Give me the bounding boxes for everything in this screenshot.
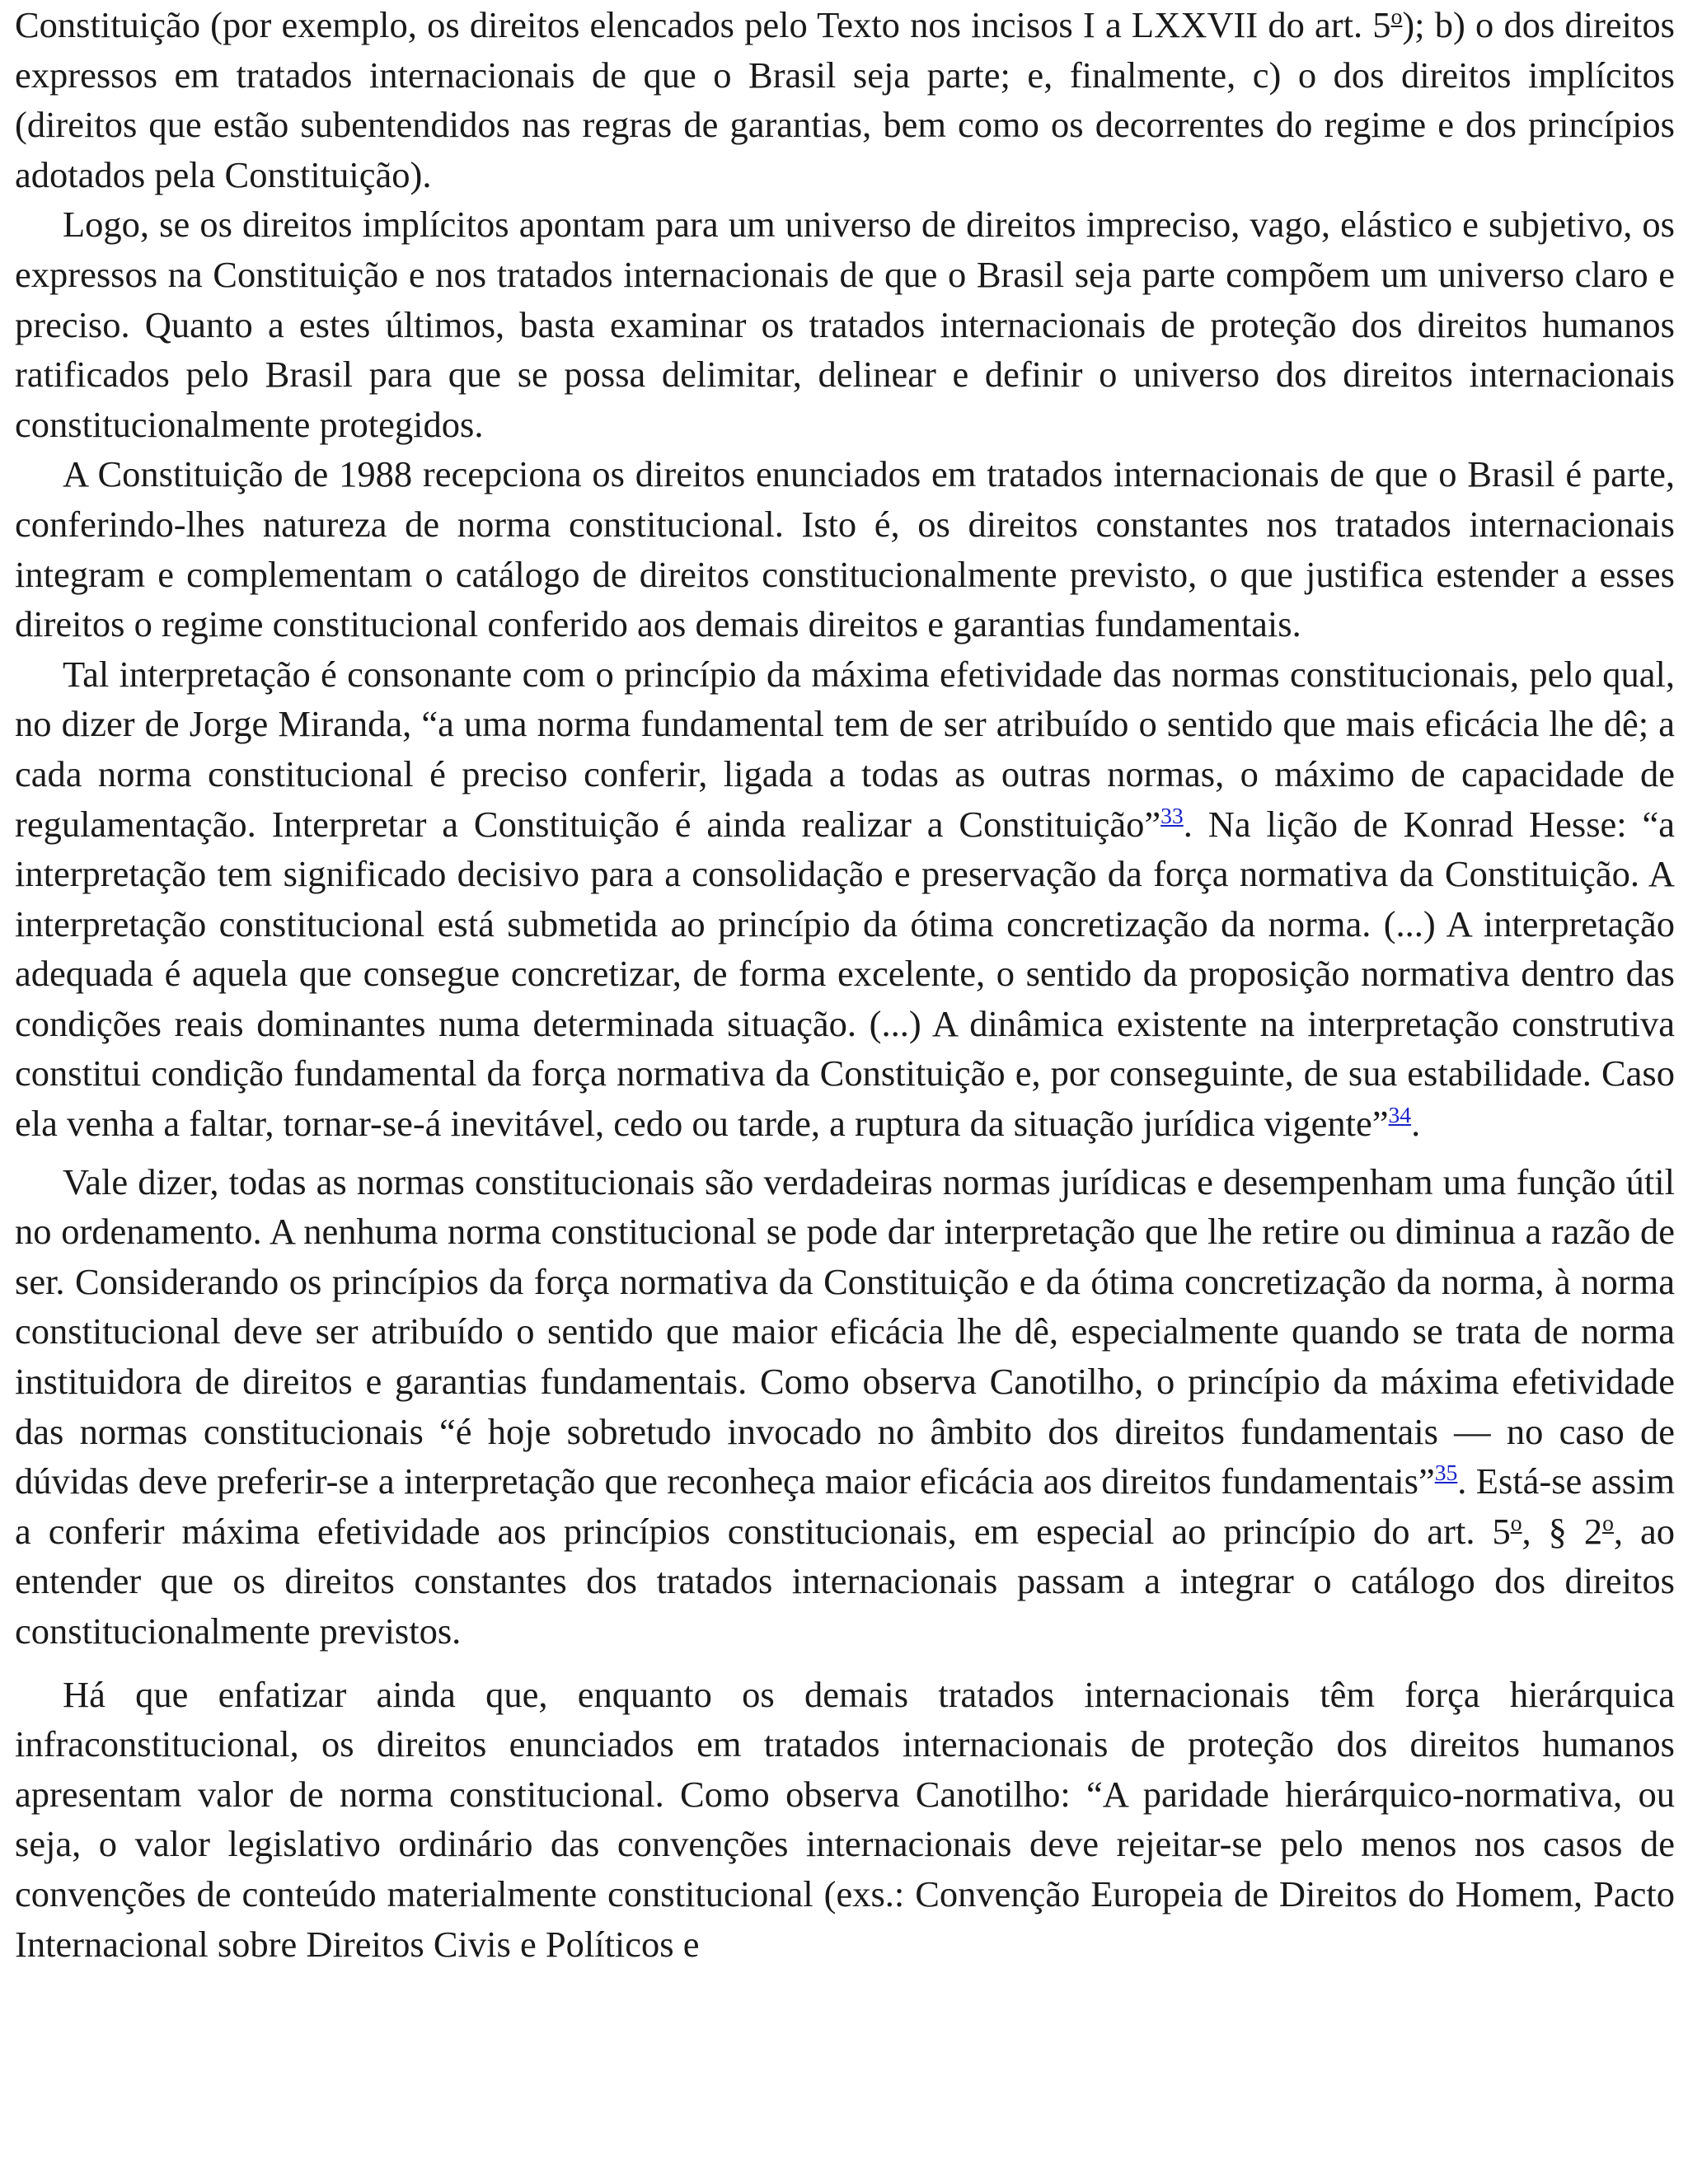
ordinal-superscript: o: [1390, 3, 1403, 30]
ordinal-superscript: o: [1510, 1509, 1522, 1535]
footnote-link-35[interactable]: 35: [1434, 1460, 1458, 1486]
paragraph-4-text-a: Tal interpretação é consonante com o princípio da máxima efetividade das normas constitucionais, pelo qual, no dizer de Jorge Miranda, “a uma norma fundamental tem de ser atribuído o sentido que mais eficácia lhe dê; a cada norma constitucional é preciso conferir, ligada a todas as outras normas, o máximo de capacidade de regulamentação. Interpretar a Constituição é ainda realizar a Constituição”: [15, 653, 1675, 845]
paragraph-3: [15, 449, 1675, 649]
paragraph-5-text-c: , § 2: [1522, 1510, 1603, 1552]
paragraph-2: [15, 199, 1675, 449]
document-page: [15, 0, 1675, 2184]
paragraph-1-text-b: ); b) o dos direitos expressos em tratados internacionais de que o Brasil seja parte; e, finalmente, c) o dos direitos implícitos (direitos que estão subentendidos nas regras de garantias, bem como os decorrentes do regime e dos princípios adotados pela Constituição).: [15, 4, 1675, 195]
paragraph-6-text: Há que enfatizar ainda que, enquanto os demais tratados internacionais têm força hierárquica infraconstitucional, os direitos enunciados em tratados internacionais de proteção dos direitos humanos apresentam valor de norma constitucional. Como observa Canotilho: “A paridade hierárquico-normativa, ou seja, o valor legislativo ordinário das convenções internacionais deve rejeitar-se pelo menos nos casos de convenções de conteúdo materialmente constitucional (exs.: Convenção Europeia de Direitos do Homem, Pacto Internacional sobre Direitos Civis e Políticos e: [15, 1673, 1675, 1965]
paragraph-2-text: Logo, se os direitos implícitos apontam para um universo de direitos impreciso, vago, elástico e subjetivo, os expressos na Constituição e nos tratados internacionais de que o Brasil seja parte compõem um universo claro e preciso. Quanto a estes últimos, basta examinar os tratados internacionais de proteção dos direitos humanos ratificados pelo Brasil para que se possa delimitar, delinear e definir o universo dos direitos internacionais constitucionalmente protegidos.: [15, 204, 1675, 445]
ordinal-superscript: o: [1602, 1509, 1614, 1535]
paragraph-5: [15, 1157, 1675, 1657]
paragraph-5-text-a: Vale dizer, todas as normas constitucionais são verdadeiras normas jurídicas e desempenham uma função útil no ordenamento. A nenhuma norma constitucional se pode dar interpretação que lhe retire ou diminua a razão de ser. Considerando os princípios da força normativa da Constituição e da ótima concretização da norma, à norma constitucional deve ser atribuído o sentido que maior eficácia lhe dê, especialmente quando se trata de norma instituidora de direitos e garantias fundamentais. Como observa Canotilho, o princípio da máxima efetividade das normas constitucionais “é hoje sobretudo invocado no âmbito dos direitos fundamentais — no caso de dúvidas deve preferir-se a interpretação que reconheça maior eficácia aos direitos fundamentais”: [15, 1160, 1675, 1502]
paragraph-5-text-d: , ao entender que os direitos constantes dos tratados internacionais passam a integrar o catálogo dos direitos constitucionalmente previstos.: [15, 1510, 1675, 1652]
paragraph-1-text-a: Constituição (por exemplo, os direitos elencados pelo Texto nos incisos I a LXXVII do art. 5: [15, 4, 1391, 45]
footnote-link-33[interactable]: 33: [1160, 802, 1184, 828]
footnote-link-34[interactable]: 34: [1388, 1102, 1412, 1128]
paragraph-4-text-c: .: [1411, 1103, 1421, 1145]
paragraph-1: [15, 0, 1675, 199]
paragraph-5-text-b: . Está-se assim a conferir máxima efetividade aos princípios constitucionais, em especial ao princípio do art. 5: [15, 1460, 1675, 1552]
paragraph-4-text-b: . Na lição de Konrad Hesse: “a interpretação tem significado decisivo para a consolidação e preservação da força normativa da Constituição. A interpretação constitucional está submetida ao princípio da ótima concretização da norma. (...) A interpretação adequada é aquela que consegue concretizar, de forma excelente, o sentido da proposição normativa dentro das condições reais dominantes numa determinada situação. (...) A dinâmica existente na interpretação construtiva constitui condição fundamental da força normativa da Constituição e, por conseguinte, de sua estabilidade. Caso ela venha a faltar, tornar-se-á inevitável, cedo ou tarde, a ruptura da situação jurídica vigente”: [15, 803, 1675, 1145]
paragraph-6: [15, 1670, 1675, 1970]
paragraph-3-text: A Constituição de 1988 recepciona os direitos enunciados em tratados internacionais de que o Brasil é parte, conferindo-lhes natureza de norma constitucional. Isto é, os direitos constantes nos tratados internacionais integram e complementam o catálogo de direitos constitucionalmente previsto, o que justifica estender a esses direitos o regime constitucional conferido aos demais direitos e garantias fundamentais.: [15, 453, 1675, 645]
paragraph-4: [15, 649, 1675, 1149]
